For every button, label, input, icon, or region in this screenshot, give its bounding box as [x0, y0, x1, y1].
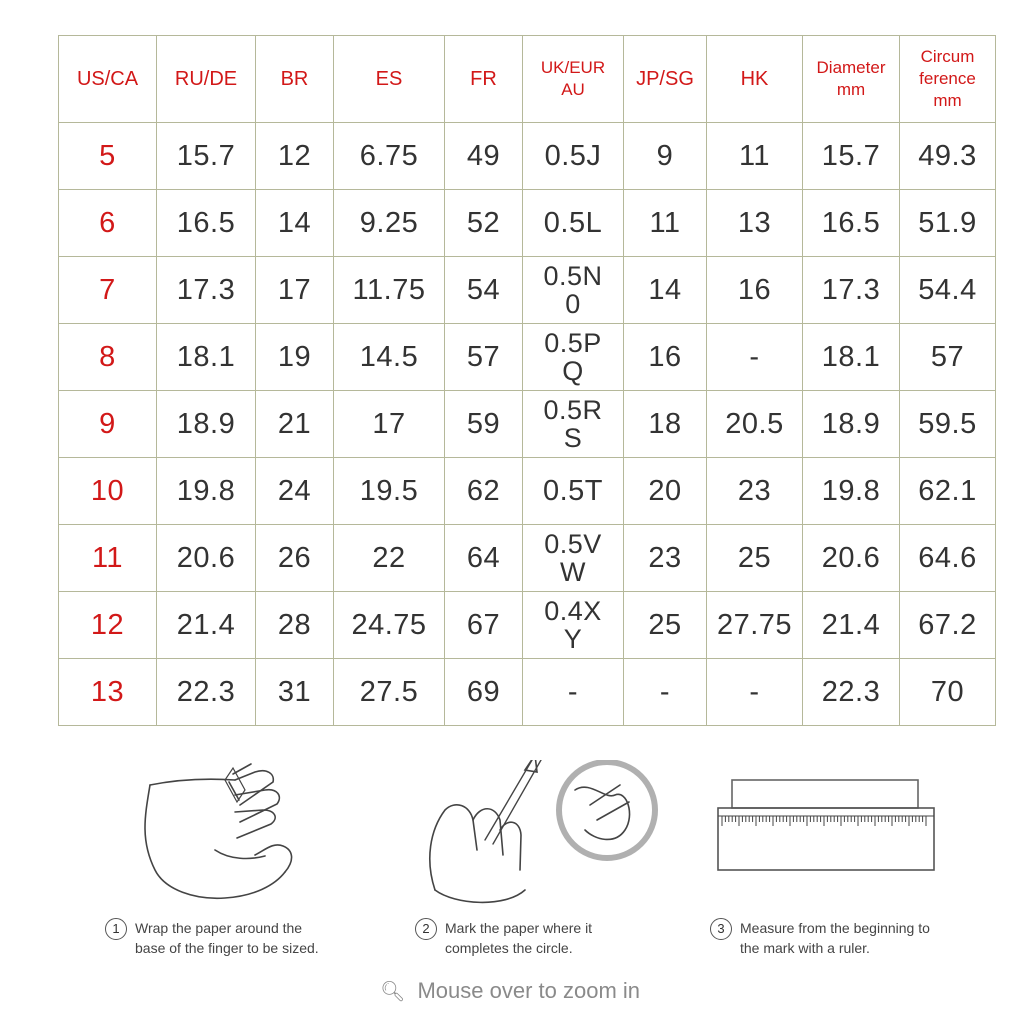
cell-hk: - [707, 659, 803, 726]
cell-us: 8 [59, 324, 157, 391]
cell-us: 12 [59, 592, 157, 659]
cell-hk: 16 [707, 257, 803, 324]
cell-dia: 21.4 [803, 592, 900, 659]
step-2-number: 2 [415, 918, 437, 940]
cell-us: 13 [59, 659, 157, 726]
cell-jp: 18 [624, 391, 707, 458]
cell-dia: 19.8 [803, 458, 900, 525]
cell-br: 28 [256, 592, 334, 659]
table-row [59, 190, 996, 257]
step-2-line-1: Mark the paper where it [445, 920, 593, 936]
cell-circ: 70 [900, 659, 996, 726]
cell-uk [523, 458, 624, 525]
cell-text: W [560, 557, 586, 587]
cell-circ: 64.6 [900, 525, 996, 592]
step-3-number: 3 [710, 918, 732, 940]
table-row [59, 592, 996, 659]
cell-text: - [567, 675, 579, 708]
cell-dia: 18.1 [803, 324, 900, 391]
cell-fr: 52 [445, 190, 523, 257]
cell-ru: 20.6 [157, 525, 256, 592]
step-2-caption [415, 918, 735, 958]
column-header-9 [900, 36, 996, 123]
step-3-line-1: Measure from the beginning to [740, 920, 930, 936]
cell-br: 26 [256, 525, 334, 592]
cell-br: 24 [256, 458, 334, 525]
ruler-icon [710, 760, 960, 910]
cell-jp: 14 [624, 257, 707, 324]
cell-text: S [563, 423, 583, 453]
column-header-1 [157, 36, 256, 123]
cell-es: 19.5 [334, 458, 445, 525]
cell-hk: 25 [707, 525, 803, 592]
column-header-text: ference [919, 69, 976, 88]
cell-dia: 15.7 [803, 123, 900, 190]
column-header-6 [624, 36, 707, 123]
cell-text: 0.5J [544, 139, 602, 172]
cell-text: 0.5P [544, 328, 602, 358]
cell-us: 11 [59, 525, 157, 592]
column-header-text: ES [375, 68, 403, 90]
column-header-text: mm [836, 80, 866, 99]
cell-es: 27.5 [334, 659, 445, 726]
cell-dia: 22.3 [803, 659, 900, 726]
cell-ru: 18.9 [157, 391, 256, 458]
cell-hk: 27.75 [707, 592, 803, 659]
cell-fr: 62 [445, 458, 523, 525]
table-row [59, 391, 996, 458]
column-header-text: FR [470, 68, 497, 90]
cell-uk [523, 257, 624, 324]
step-1-line-1: Wrap the paper around the [135, 920, 303, 936]
step-1 [105, 760, 405, 960]
zoom-hint[interactable] [0, 978, 1020, 1004]
cell-text: Q [562, 356, 584, 386]
column-header-text: BR [280, 68, 309, 90]
cell-jp: 9 [624, 123, 707, 190]
cell-us: 5 [59, 123, 157, 190]
step-3-line-2: the mark with a ruler. [740, 940, 870, 956]
cell-ru: 15.7 [157, 123, 256, 190]
step-3-caption [710, 918, 1020, 958]
column-header-4 [445, 36, 523, 123]
column-header-text: mm [933, 91, 962, 110]
cell-circ: 57 [900, 324, 996, 391]
cell-ru: 16.5 [157, 190, 256, 257]
column-header-0 [59, 36, 157, 123]
cell-ru: 22.3 [157, 659, 256, 726]
cell-circ: 67.2 [900, 592, 996, 659]
cell-circ: 54.4 [900, 257, 996, 324]
cell-ru: 19.8 [157, 458, 256, 525]
table-row [59, 659, 996, 726]
cell-jp: 20 [624, 458, 707, 525]
column-header-8 [803, 36, 900, 123]
cell-br: 31 [256, 659, 334, 726]
column-header-text: UK/EUR [540, 58, 606, 77]
column-header-7 [707, 36, 803, 123]
column-header-text: RU/DE [174, 68, 238, 90]
column-header-text: Circum [920, 47, 975, 66]
cell-fr: 57 [445, 324, 523, 391]
cell-br: 19 [256, 324, 334, 391]
cell-text: 0.5T [542, 474, 604, 507]
column-header-2 [256, 36, 334, 123]
cell-us: 9 [59, 391, 157, 458]
table-row [59, 324, 996, 391]
zoom-hint-label: Mouse over to zoom in [417, 978, 641, 1003]
cell-es: 9.25 [334, 190, 445, 257]
column-header-text: Diameter [816, 58, 886, 77]
ring-size-table [58, 35, 996, 726]
cell-br: 17 [256, 257, 334, 324]
cell-ru: 21.4 [157, 592, 256, 659]
column-header-text: JP/SG [636, 68, 694, 90]
table-header-row [59, 36, 996, 123]
cell-fr: 69 [445, 659, 523, 726]
table-row [59, 525, 996, 592]
cell-jp: 16 [624, 324, 707, 391]
column-header-5 [523, 36, 624, 123]
cell-circ: 51.9 [900, 190, 996, 257]
cell-es: 11.75 [334, 257, 445, 324]
cell-text: 0.4X [544, 596, 602, 626]
cell-jp: 25 [624, 592, 707, 659]
cell-uk [523, 525, 624, 592]
cell-fr: 54 [445, 257, 523, 324]
column-header-text: US/CA [76, 68, 139, 90]
column-header-text: HK [740, 68, 769, 90]
cell-fr: 59 [445, 391, 523, 458]
cell-us: 10 [59, 458, 157, 525]
mark-paper-icon [415, 760, 665, 910]
cell-text: 0.5R [543, 395, 603, 425]
cell-jp: 11 [624, 190, 707, 257]
cell-hk: 20.5 [707, 391, 803, 458]
cell-br: 12 [256, 123, 334, 190]
cell-br: 14 [256, 190, 334, 257]
cell-es: 14.5 [334, 324, 445, 391]
cell-us: 7 [59, 257, 157, 324]
cell-fr: 64 [445, 525, 523, 592]
cell-fr: 49 [445, 123, 523, 190]
cell-ru: 17.3 [157, 257, 256, 324]
cell-ru: 18.1 [157, 324, 256, 391]
cell-es: 17 [334, 391, 445, 458]
cell-circ: 49.3 [900, 123, 996, 190]
cell-text: 0.5N [543, 261, 603, 291]
table-row [59, 458, 996, 525]
cell-circ: 59.5 [900, 391, 996, 458]
cell-text: 0.5V [544, 529, 602, 559]
cell-text: Y [563, 624, 583, 654]
cell-uk [523, 659, 624, 726]
step-3 [710, 760, 1010, 960]
column-header-text: AU [561, 80, 585, 99]
cell-br: 21 [256, 391, 334, 458]
step-1-line-2: base of the finger to be sized. [135, 940, 319, 956]
cell-dia: 20.6 [803, 525, 900, 592]
cell-us: 6 [59, 190, 157, 257]
column-header-3 [334, 36, 445, 123]
cell-uk [523, 592, 624, 659]
hand-wrap-icon [105, 760, 355, 910]
cell-hk: 13 [707, 190, 803, 257]
cell-hk: 11 [707, 123, 803, 190]
step-2-line-2: completes the circle. [445, 940, 573, 956]
cell-uk [523, 190, 624, 257]
cell-circ: 62.1 [900, 458, 996, 525]
cell-uk [523, 324, 624, 391]
cell-uk [523, 391, 624, 458]
cell-hk: 23 [707, 458, 803, 525]
table-row [59, 123, 996, 190]
magnifier-icon: 🔍︎ [379, 981, 406, 1003]
cell-fr: 67 [445, 592, 523, 659]
cell-text: 0 [565, 289, 581, 319]
cell-es: 22 [334, 525, 445, 592]
cell-dia: 16.5 [803, 190, 900, 257]
cell-jp: 23 [624, 525, 707, 592]
cell-uk [523, 123, 624, 190]
cell-es: 6.75 [334, 123, 445, 190]
step-1-caption [105, 918, 425, 958]
cell-text: 0.5L [543, 206, 603, 239]
cell-dia: 17.3 [803, 257, 900, 324]
table-body [59, 123, 996, 726]
cell-dia: 18.9 [803, 391, 900, 458]
step-1-number: 1 [105, 918, 127, 940]
cell-hk: - [707, 324, 803, 391]
table-row [59, 257, 996, 324]
cell-jp: - [624, 659, 707, 726]
step-2 [415, 760, 715, 960]
cell-es: 24.75 [334, 592, 445, 659]
